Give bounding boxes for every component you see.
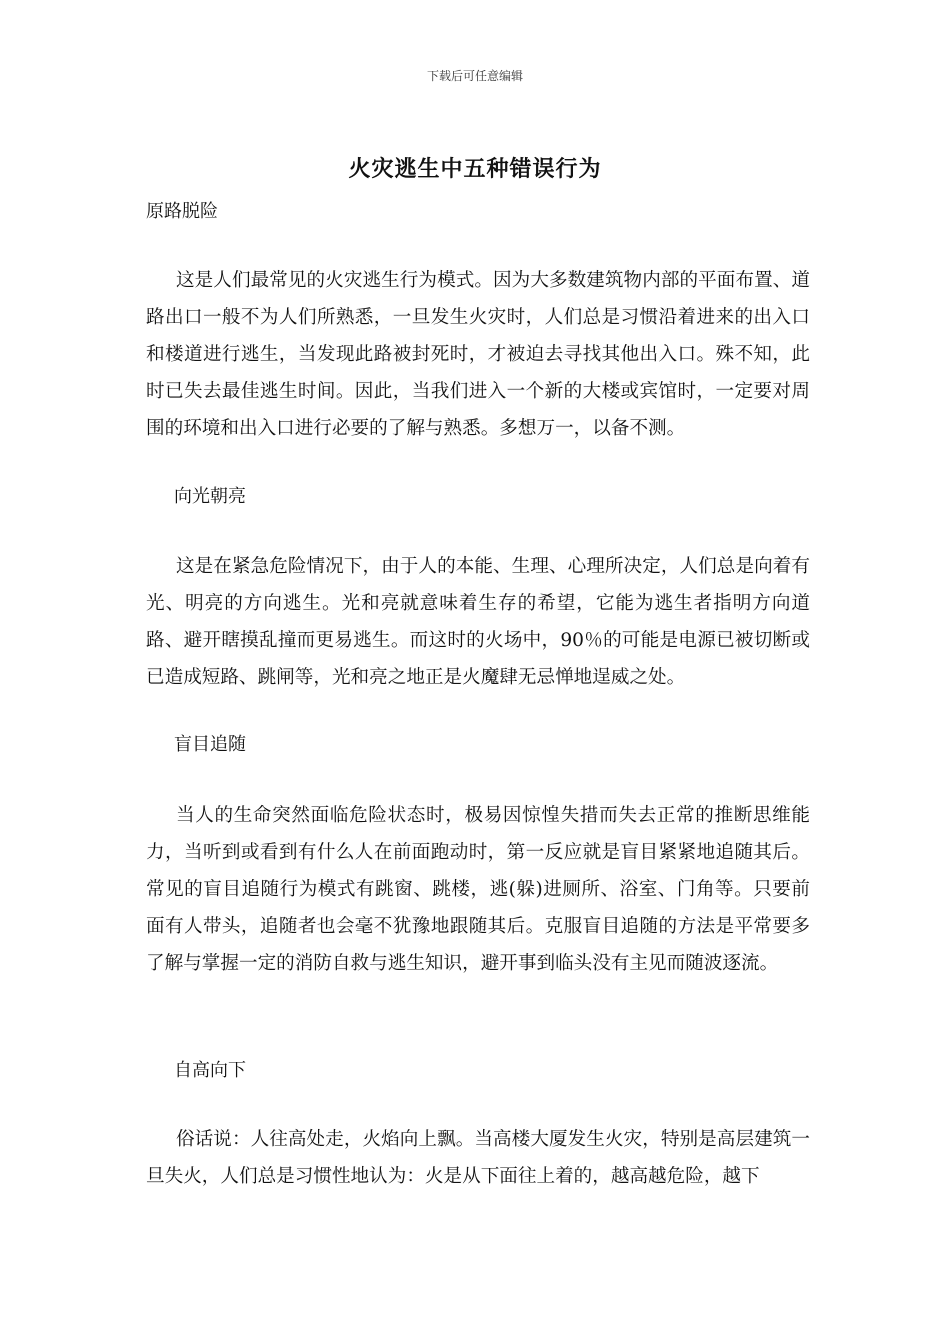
header-note: 下载后可任意编辑 — [426, 69, 523, 83]
section-paragraph-3: 当人的生命突然面临危险状态时，极易因惊惶失措而失去正常的推断思维能力，当听到或看到有什么人在前面跑动时，第一反应就是盲目紧紧地追随其后。常见的盲目追随行为模式有跳窗、跳楼，逃(躲)进厕所、浴室、门角等。只要前面有人带头，追随者也会毫不犹豫地跟随其后。克服盲目追随的方法是平常要多了解与掌握一定的消防自救与逃生知识，避开事到临头没有主见而随波逐流。 — [146, 805, 810, 974]
section-paragraph-4: 俗话说：人往高处走，火焰向上飘。当高楼大厦发生火灾，特别是高层建筑一旦失火，人们总是习惯性地认为：火是从下面往上着的，越高越危险，越下 — [146, 1129, 810, 1187]
section-body-1 — [146, 262, 810, 447]
section-body-4 — [146, 1121, 810, 1195]
section-heading-3: 盲目追随 — [174, 734, 246, 755]
document-title: 火灾逃生中五种错误行为 — [348, 156, 602, 182]
section-heading-1: 原路脱险 — [146, 201, 218, 222]
section-body-3 — [146, 797, 810, 982]
section-paragraph-2: 这是在紧急危险情况下，由于人的本能、生理、心理所决定，人们总是向着有光、明亮的方向逃生。光和亮就意味着生存的希望，它能为逃生者指明方向道路、避开瞎摸乱撞而更易逃生。而这时的火场中，90％的可能是电源已被切断或已造成短路、跳闸等，光和亮之地正是火魔肆无忌惮地逞威之处。 — [146, 556, 810, 688]
section-heading-2: 向光朝亮 — [174, 486, 246, 507]
section-paragraph-1: 这是人们最常见的火灾逃生行为模式。因为大多数建筑物内部的平面布置、道路出口一般不为人们所熟悉，一旦发生火灾时，人们总是习惯沿着进来的出入口和楼道进行逃生，当发现此路被封死时，才被迫去寻找其他出入口。殊不知，此时已失去最佳逃生时间。因此，当我们进入一个新的大楼或宾馆时，一定要对周围的环境和出入口进行必要的了解与熟悉。多想万一，以备不测。 — [146, 270, 810, 439]
section-heading-4: 自高向下 — [174, 1060, 246, 1081]
section-body-2 — [146, 548, 810, 696]
